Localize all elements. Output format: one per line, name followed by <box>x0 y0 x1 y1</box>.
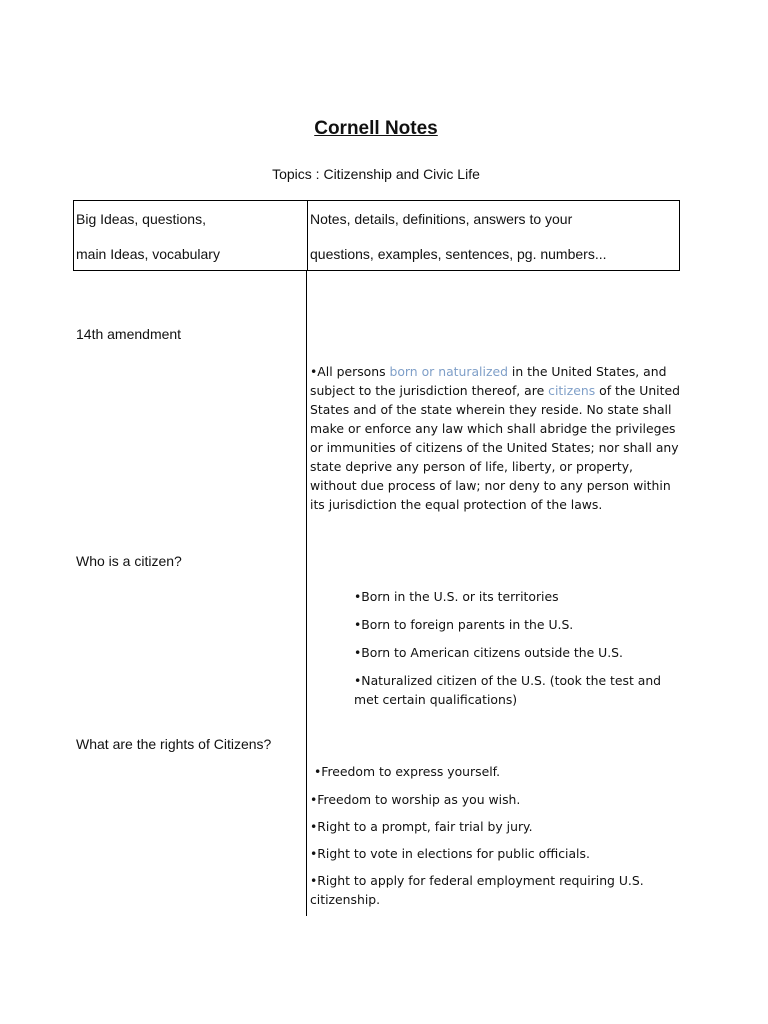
amendment-line1-pre: •All persons <box>310 364 390 379</box>
rights-item: •Right to a prompt, fair trial by jury. <box>310 819 533 834</box>
rights-item-continuation: citizenship. <box>310 892 381 907</box>
amendment-line-5: or immunities of citizens of the United States; nor shall any <box>310 440 679 455</box>
amendment-line-1 <box>310 362 682 381</box>
amendment-line-3: States and of the state wherein they reside. No state shall <box>310 402 672 417</box>
amendment-line-2 <box>310 381 682 400</box>
column-divider <box>306 270 307 916</box>
amendment-line-8: its jurisdiction the equal protection of the laws. <box>310 497 603 512</box>
citizen-item: •Born to foreign parents in the U.S. <box>354 617 574 632</box>
amendment-line1-post: in the United States, and <box>507 364 667 379</box>
rights-item: •Freedom to worship as you wish. <box>310 792 521 807</box>
amendment-line-4: make or enforce any law which shall abridge the privileges <box>310 421 676 436</box>
highlight-born-or-naturalized: born or naturalized <box>389 364 508 379</box>
rights-item: •Freedom to express yourself. <box>310 764 501 779</box>
citizen-item-continuation: met certain qualifications) <box>354 692 518 707</box>
document-title: Cornell Notes <box>314 118 438 139</box>
highlight-citizens: citizens <box>548 383 596 398</box>
amendment-line2-pre: subject to the jurisdiction thereof, are <box>310 383 549 398</box>
header-left-line1: Big Ideas, questions, <box>76 211 206 227</box>
citizen-item: •Born in the U.S. or its territories <box>354 589 559 604</box>
amendment-line2-post: of the United <box>595 383 680 398</box>
amendment-text <box>310 362 682 514</box>
header-right-line2: questions, examples, sentences, pg. numbers... <box>310 246 607 262</box>
citizen-item: •Born to American citizens outside the U.S. <box>354 645 623 660</box>
header-table <box>73 200 680 271</box>
rights-item: •Right to vote in elections for public officials. <box>310 846 590 861</box>
cue-who-is-a-citizen: Who is a citizen? <box>76 553 182 569</box>
cue-rights-of-citizens: What are the rights of Citizens? <box>76 736 272 752</box>
header-divider <box>307 201 308 270</box>
cue-14th-amendment: 14th amendment <box>76 326 182 342</box>
citizen-item: •Naturalized citizen of the U.S. (took the test and <box>354 673 662 688</box>
topics-line: Topics : Citizenship and Civic Life <box>272 166 480 182</box>
amendment-line-6: state deprive any person of life, liberty, or property, <box>310 459 633 474</box>
header-right-line1: Notes, details, definitions, answers to your <box>310 211 573 227</box>
header-left-line2: main Ideas, vocabulary <box>76 246 220 262</box>
rights-item: •Right to apply for federal employment requiring U.S. <box>310 873 644 888</box>
amendment-line-7: without due process of law; nor deny to any person within <box>310 478 671 493</box>
